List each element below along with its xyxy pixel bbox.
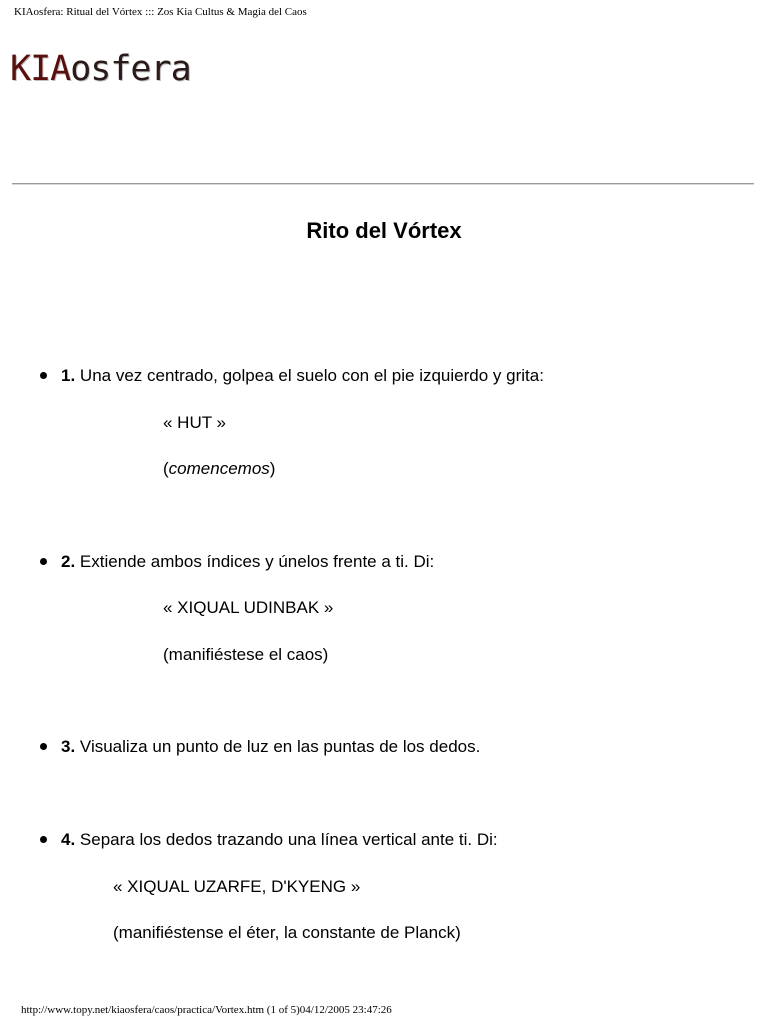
meaning-text: (comencemos): [163, 459, 276, 478]
step-number: 4.: [61, 830, 76, 849]
page-title: Rito del Vórtex: [306, 218, 462, 243]
list-item-step-2: [40, 552, 434, 572]
step-text: Separa los dedos trazando una línea vertical ante ti. Di:: [75, 830, 498, 849]
logo-kia-text: KIA: [10, 49, 71, 89]
print-footer-url: http://www.topy.net/kiaosfera/caos/practica/Vortex.htm (1 of 5)04/12/2005 23:47:26: [21, 1004, 392, 1016]
chant-text: « XIQUAL UZARFE, D'KYENG »: [113, 877, 361, 896]
chant-text: « HUT »: [163, 413, 226, 432]
chant-text: « XIQUAL UDINBAK »: [163, 598, 334, 617]
print-header: KIAosfera: Ritual del Vórtex ::: Zos Kia Cultus & Magia del Caos: [14, 6, 307, 18]
bullet-icon: [40, 743, 47, 750]
logo-osfera-text: osfera: [70, 49, 191, 89]
bullet-icon: [40, 836, 47, 843]
bullet-icon: [40, 372, 47, 379]
step-text: Visualiza un punto de luz en las puntas de los dedos.: [75, 737, 481, 756]
meaning-text: (manifiéstese el caos): [163, 645, 329, 664]
list-item-step-3: [40, 737, 480, 757]
step-number: 2.: [61, 552, 76, 571]
step-number: 1.: [61, 366, 76, 385]
step-number: 3.: [61, 737, 76, 756]
bullet-icon: [40, 558, 47, 565]
step-text: Extiende ambos índices y únelos frente a ti. Di:: [75, 552, 435, 571]
step-text: Una vez centrado, golpea el suelo con el pie izquierdo y grita:: [75, 366, 544, 385]
horizontal-divider: [12, 183, 754, 185]
list-item-step-4: [40, 830, 498, 850]
meaning-text: (manifiéstense el éter, la constante de Planck): [113, 923, 461, 942]
list-item-step-1: [40, 366, 544, 386]
meaning-italic: comencemos: [168, 459, 270, 478]
site-logo[interactable]: [10, 49, 191, 89]
